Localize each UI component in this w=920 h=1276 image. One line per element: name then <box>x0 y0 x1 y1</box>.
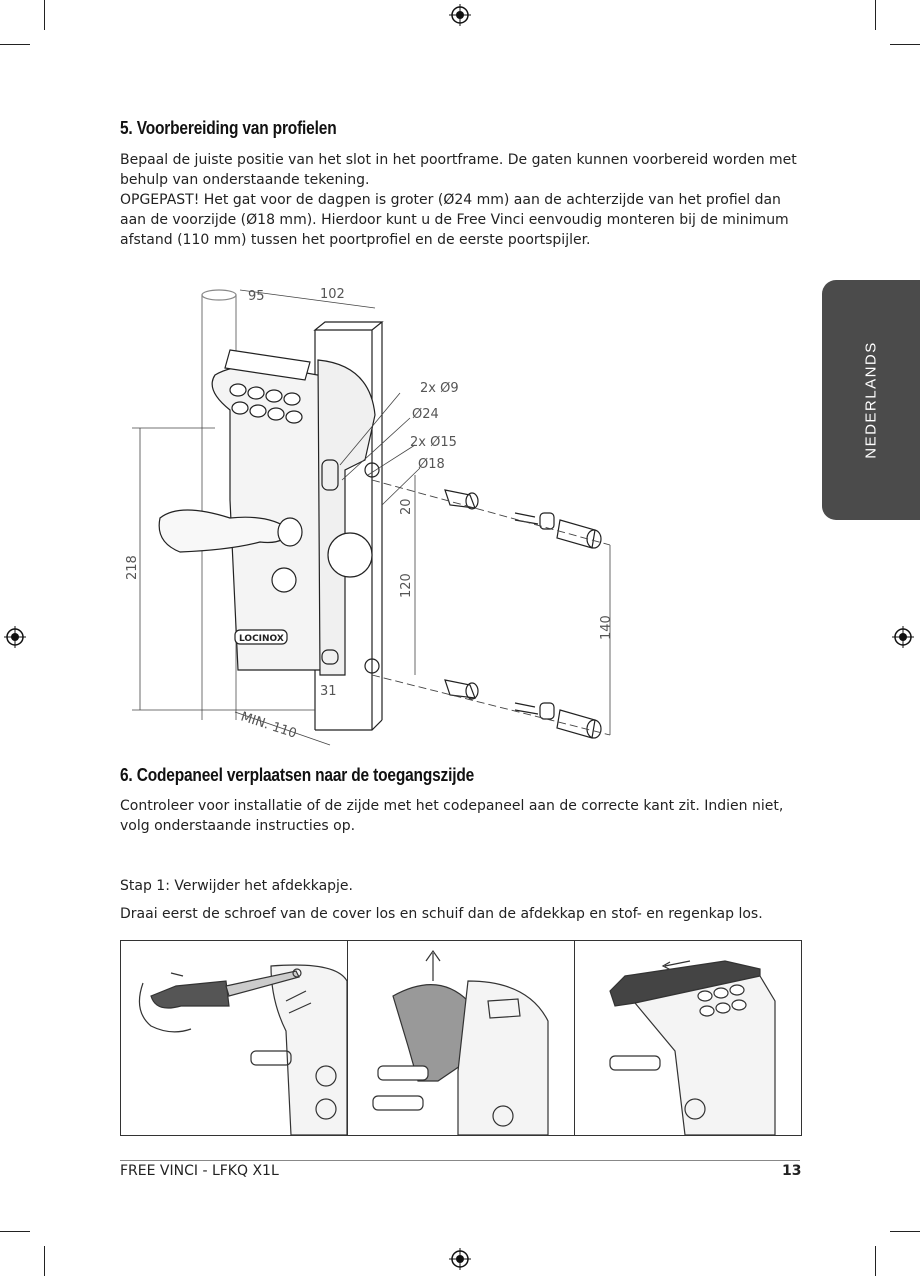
crop-mark <box>44 0 45 30</box>
text-line: afstand (110 mm) tussen het poortprofiel en de eerste poortspijler. <box>120 232 591 248</box>
text-line: Bepaal de juiste positie van het slot in het poortframe. De gaten kunnen voorbereid worden met <box>120 152 797 168</box>
section-6-heading: 6. Codepaneel verplaatsen naar de toegangszijde <box>120 765 475 785</box>
crop-mark <box>0 1231 30 1232</box>
dim-holes-9: 2x Ø9 <box>420 381 459 396</box>
screwdriver-illustration <box>121 941 347 1135</box>
panel-slide-cover <box>575 941 801 1135</box>
footer-divider <box>120 1160 800 1161</box>
language-tab-label: NEDERLANDS <box>862 341 880 459</box>
panel-lift-cover <box>348 941 575 1135</box>
cover-lift-illustration <box>348 941 574 1135</box>
cover-slide-illustration <box>575 941 801 1135</box>
step-description: Draai eerst de schroef van de cover los en schuif dan de afdekkap en stof- en regenkap los. <box>120 906 763 922</box>
dim-20: 20 <box>399 498 414 515</box>
dim-18: Ø18 <box>418 457 445 472</box>
section-5-heading: 5. Voorbereiding van profielen <box>120 118 337 138</box>
profile-drilling-diagram <box>110 280 650 750</box>
text-line: behulp van onderstaande tekening. <box>120 172 370 188</box>
dim-95: 95 <box>248 289 265 304</box>
dim-120: 120 <box>399 573 414 598</box>
section-5-text <box>120 150 810 250</box>
footer-product: FREE VINCI - LFKQ X1L <box>120 1163 279 1179</box>
registration-mark-icon <box>449 4 471 26</box>
dim-31: 31 <box>320 684 337 699</box>
text-line: OPGEPAST! Het gat voor de dagpen is groter (Ø24 mm) aan de achterzijde van het profiel dan <box>120 192 781 208</box>
dim-holes-15: 2x Ø15 <box>410 435 457 450</box>
crop-mark <box>890 44 920 45</box>
brand-label: LOCINOX <box>239 634 284 644</box>
step-label: Stap 1: Verwijder het afdekkapje. <box>120 878 353 894</box>
text-line: volg onderstaande instructies op. <box>120 818 356 834</box>
registration-mark-icon <box>892 626 914 648</box>
dim-min-110: MIN. 110 <box>238 709 299 742</box>
dim-24: Ø24 <box>412 407 439 422</box>
text-line: Controleer voor installatie of de zijde met het codepaneel aan de correcte kant zit. Indien niet, <box>120 798 784 814</box>
dim-218: 218 <box>125 555 140 580</box>
dim-102: 102 <box>320 287 345 302</box>
crop-mark <box>0 44 30 45</box>
registration-mark-icon <box>449 1248 471 1270</box>
crop-mark <box>890 1231 920 1232</box>
text-line: aan de voorzijde (Ø18 mm). Hierdoor kunt u de Free Vinci eenvoudig monteren bij de minimum <box>120 212 789 228</box>
crop-mark <box>875 0 876 30</box>
footer-page-number: 13 <box>782 1163 802 1179</box>
crop-mark <box>875 1246 876 1276</box>
dim-140: 140 <box>599 615 614 640</box>
instruction-panels <box>120 940 802 1136</box>
crop-mark <box>44 1246 45 1276</box>
section-6-text <box>120 796 810 836</box>
panel-unscrew <box>121 941 348 1135</box>
registration-mark-icon <box>4 626 26 648</box>
